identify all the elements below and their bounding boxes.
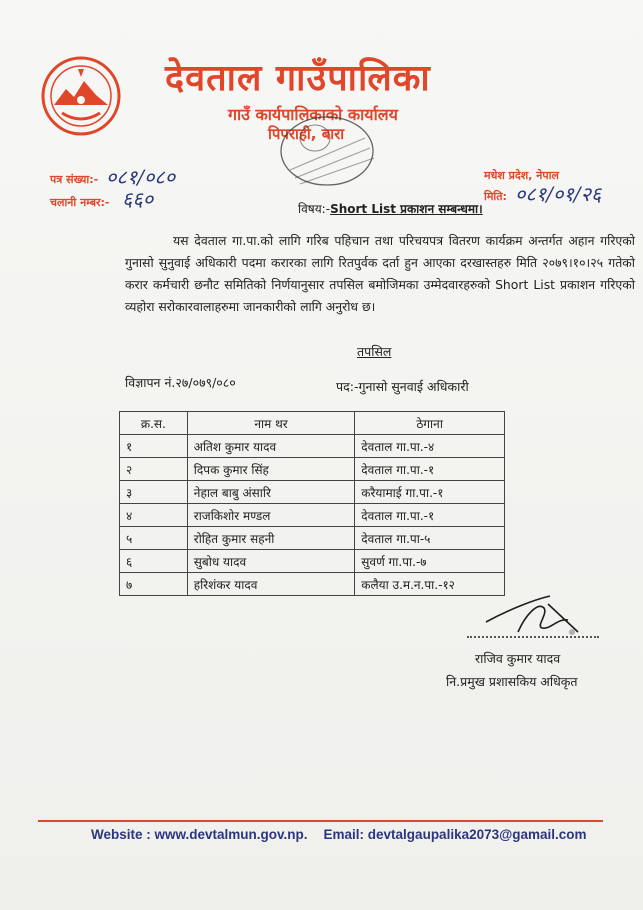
table-row [120, 550, 505, 573]
cell-address: करैयामाई गा.पा.-१ [355, 481, 505, 504]
cell-address: देवताल गा.पा.-१ [355, 458, 505, 481]
signatory-name: राजिव कुमार यादव [475, 651, 561, 666]
table-row [120, 504, 505, 527]
subject-line [298, 200, 483, 217]
dispatch-no-value: ६६० [122, 187, 154, 211]
dispatch-no-label: चलानी नम्बर:- [50, 196, 110, 209]
cell-sn: ५ [120, 527, 188, 550]
cell-address: देवताल गा.पा.-४ [355, 435, 505, 458]
signature-line [467, 636, 599, 638]
province-text: मधेश प्रदेश, नेपाल [484, 169, 559, 182]
cell-name: सुबोध यादव [187, 550, 355, 573]
office-stamp-icon [270, 108, 385, 194]
letter-no-label: पत्र संख्या:- [50, 173, 99, 186]
cell-name: अतिश कुमार यादव [187, 435, 355, 458]
cell-name: हरिशंकर यादव [187, 573, 355, 596]
website-text: Website : www.devtalmun.gov.np. [91, 827, 308, 842]
cell-name: रोहित कुमार सहनी [187, 527, 355, 550]
cell-sn: ४ [120, 504, 188, 527]
letter-no-value: ०८१/०८० [106, 165, 176, 189]
letter-body [125, 230, 635, 318]
tapsil-heading: तपसिल [357, 344, 392, 359]
cell-name: दिपक कुमार सिंह [187, 458, 355, 481]
table-row [120, 573, 505, 596]
cell-name: नेहाल बाबु अंसारि [187, 481, 355, 504]
cell-sn: २ [120, 458, 188, 481]
date-label: मिति: [484, 190, 507, 203]
government-emblem-icon [40, 55, 122, 137]
cell-name: राजकिशोर मण्डल [187, 504, 355, 527]
cell-sn: ७ [120, 573, 188, 596]
email-text: Email: devtalgaupalika2073@gamail.com [323, 827, 587, 842]
table-row [120, 458, 505, 481]
table-row [120, 481, 505, 504]
column-header-sn: क्र.स. [120, 412, 188, 435]
signatory-title: नि.प्रमुख प्रशासकिय अधिकृत [446, 674, 578, 689]
table-row [120, 527, 505, 550]
footer [91, 827, 587, 842]
municipality-name: देवताल गाउँपालिका [165, 58, 431, 99]
cell-address: कलैया उ.म.न.पा.-१२ [355, 573, 505, 596]
post-title: पद:-गुनासो सुनवाई अधिकारी [336, 379, 469, 394]
subject-label: विषय:- [298, 202, 331, 216]
table-row [120, 435, 505, 458]
cell-address: सुवर्ण गा.पा.-७ [355, 550, 505, 573]
cell-address: देवताल गा.पा-५ [355, 527, 505, 550]
subject-text: Short List प्रकाशन सम्बन्धमा। [330, 202, 483, 216]
footer-divider [38, 820, 603, 822]
office-name: गाउँ कार्यपालिकाको कार्यालय [228, 105, 398, 124]
cell-sn: ३ [120, 481, 188, 504]
cell-sn: ६ [120, 550, 188, 573]
cell-address: देवताल गा.पा.-१ [355, 504, 505, 527]
column-header-name: नाम थर [187, 412, 355, 435]
shortlist-table [119, 411, 505, 596]
column-header-address: ठेगाना [355, 412, 505, 435]
office-place: पिपराही, बारा [268, 125, 345, 143]
signature-icon [478, 592, 588, 640]
body-paragraph: यस देवताल गा.पा.को लागि गरिब पहिचान तथा परिचयपत्र वितरण कार्यक्रम अन्तर्गत अहान गरिएको गुनासो सुनुवाई अधिकारी पदमा करारका लागि रितपुर्वक दर्ता हुन आएका दरखास्तहरु मिति २०७९।१०।२५ गतेको करार कर्मचारी छनौट समितिको निर्णयानुसार तपसिल बमोजिमका उम्मेदवारहरुको Short List प्रकाशन गरिएको व्यहोरा सरोकारवालाहरुमा जानकारीको लागि अनुरोध छ। [125, 233, 635, 314]
advertisement-number: विज्ञापन नं.२७/०७९/०८० [125, 375, 236, 390]
cell-sn: १ [120, 435, 188, 458]
date-value: ०८१/०१/२६ [515, 182, 602, 206]
table-header-row [120, 412, 505, 435]
